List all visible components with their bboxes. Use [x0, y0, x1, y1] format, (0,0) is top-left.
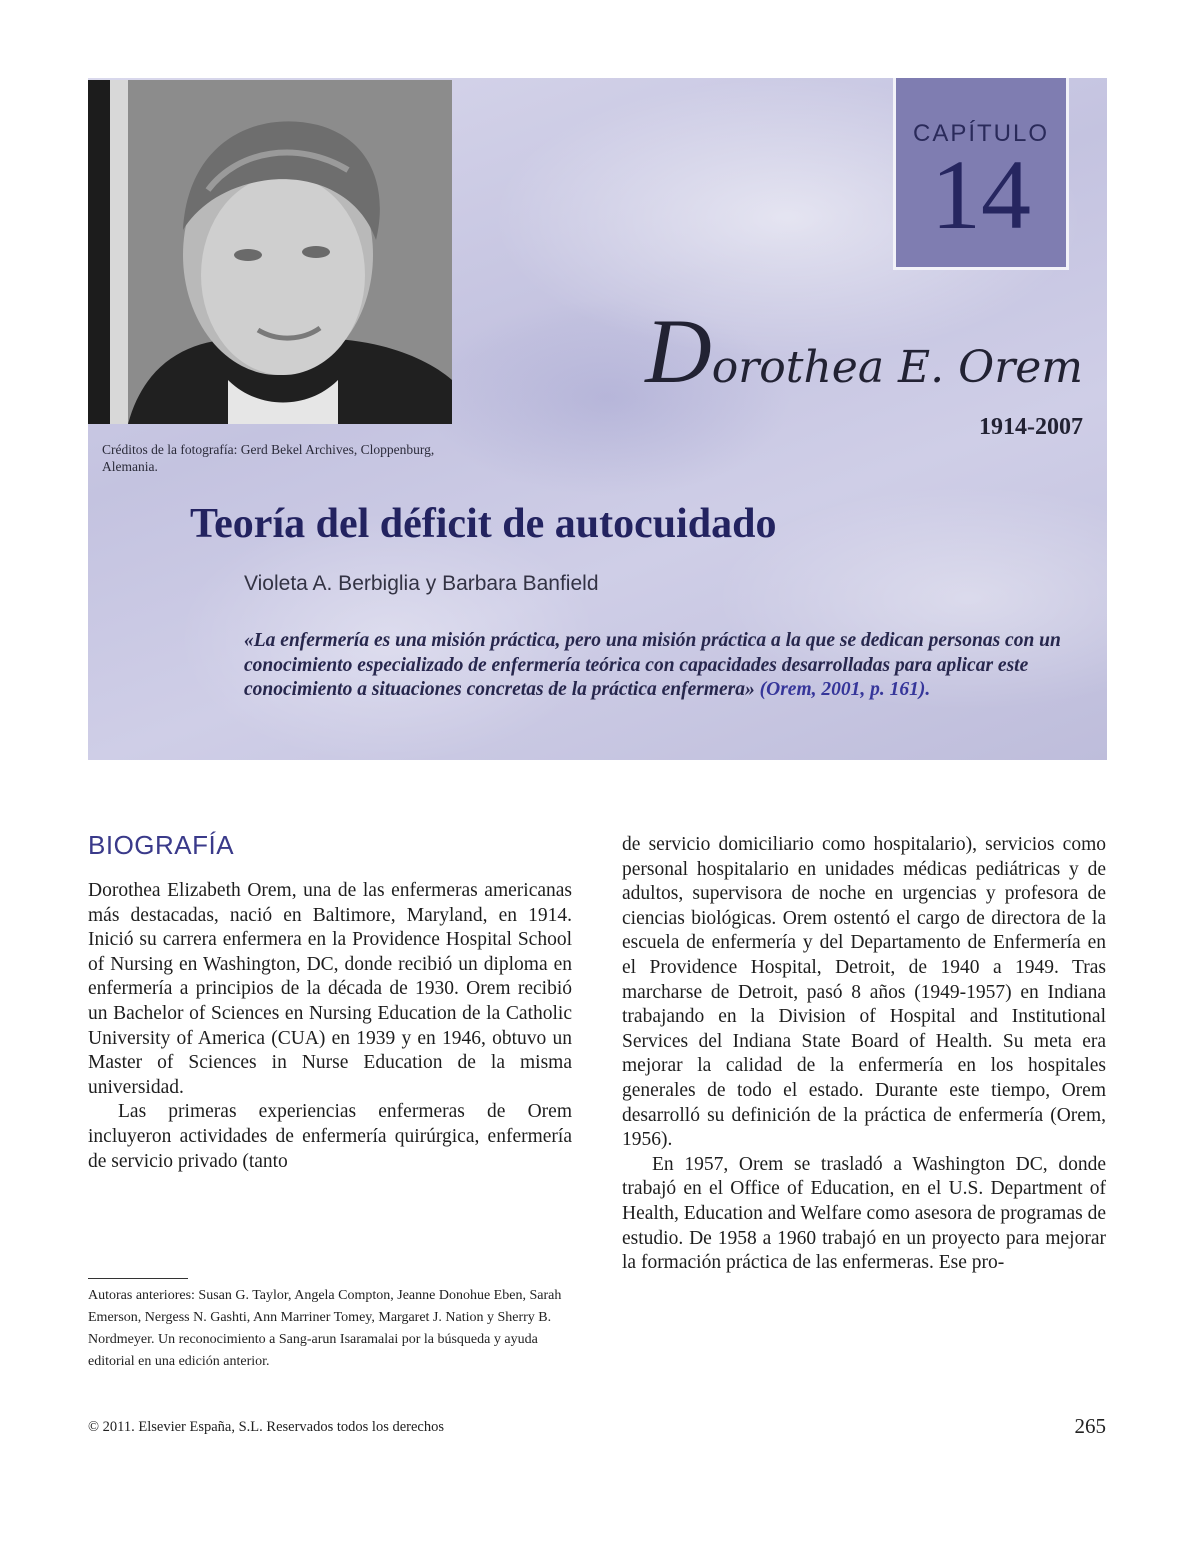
- life-years: 1914-2007: [979, 414, 1083, 440]
- section-title: BIOGRAFÍA: [88, 830, 235, 860]
- theorist-name: [645, 298, 1083, 404]
- chapter-box: [893, 78, 1069, 270]
- quote-citation: (Orem, 2001, p. 161).: [759, 679, 931, 700]
- right-column: [622, 833, 1106, 1276]
- biography-paragraph: Dorothea Elizabeth Orem, una de las enfermeras americanas más destacadas, nació en Baltimore, Maryland, en 1914. Inició su carrera enfermera en la Providence Hospital School of Nursing en Washington, DC, donde recibió un diploma en enfermería a principios de la década de 1930. Orem recibió un Bachelor of Sciences en Nursing Education de la Catholic University of America (CUA) en 1939 y en 1946, obtuvo un Master of Sciences in Nurse Education de la misma universidad.: [88, 880, 572, 1098]
- footnote-divider: [88, 1278, 188, 1279]
- chapter-number: 14: [931, 139, 1031, 250]
- photo-credit: Créditos de la fotografía: Gerd Bekel Archives, Cloppenburg, Alemania.: [102, 442, 435, 474]
- name-initial: D: [645, 300, 712, 402]
- biography-paragraph: de servicio domiciliario como hospitalario), servicios como personal hospitalario en unidades médicas pediátricas y de adultos, supervisora de noche en urgencias y profesora de ciencias biológicas. Orem ostentó el cargo de directora de la escuela de enfermería y del Departamento de Enfermería en el Providence Hospital, Detroit, de 1940 a 1949. Tras marcharse de Detroit, pasó 8 años (1949-1957) en Indiana trabajando en la Division of Hospital and Institutional Services del Indiana State Board of Health. Su meta era mejorar la calidad de la enfermería en los hospitales generales de todo el estado. Durante este tiempo, Orem desarrolló su definición de la práctica de enfermería (Orem, 1956).: [622, 834, 1106, 1151]
- biography-paragraph: En 1957, Orem se trasladó a Washington DC, donde trabajó en el Office of Education, en el U.S. Department of Health, Education and Welfare como asesora de programas de estudio. De 1958 a 1960 trabajó en un proyecto para mejorar la formación práctica de las enfermeras. Ese pro-: [622, 1153, 1106, 1274]
- chapter-banner: [88, 78, 1107, 760]
- biography-paragraph: Las primeras experiencias enfermeras de Orem incluyeron actividades de enfermería quirúrgica, enfermería de servicio privado (tanto: [88, 1101, 572, 1172]
- portrait-photo: [88, 80, 452, 424]
- copyright-notice: © 2011. Elsevier España, S.L. Reservados todos los derechos: [88, 1419, 444, 1435]
- page-number: 265: [1074, 1414, 1106, 1438]
- theory-title: Teoría del déficit de autocuidado: [190, 501, 777, 547]
- epigraph-quote: [244, 629, 1074, 703]
- name-rest: orothea E. Orem: [711, 342, 1083, 393]
- chapter-authors: Violeta A. Berbiglia y Barbara Banfield: [244, 572, 599, 595]
- left-column: [88, 879, 572, 1174]
- quote-text: «La enfermería es una misión práctica, pero una misión práctica a la que se dedican personas con un conocimiento especializado de enfermería teórica con capacidades desarrolladas para aplicar este conocimiento a situaciones concretas de la práctica enfermera»: [244, 630, 1061, 700]
- chapter-label: CAPÍTULO: [912, 120, 1050, 147]
- footnote: Autoras anteriores: Susan G. Taylor, Angela Compton, Jeanne Donohue Eben, Sarah Emerson, Nergess N. Gashti, Ann Marriner Tomey, Margaret J. Nation y Sherry B. Nordmeyer. Un reconocimiento a Sang-arun Isaramalai por la búsqueda y ayuda editorial en una edición anterior.: [88, 1288, 562, 1369]
